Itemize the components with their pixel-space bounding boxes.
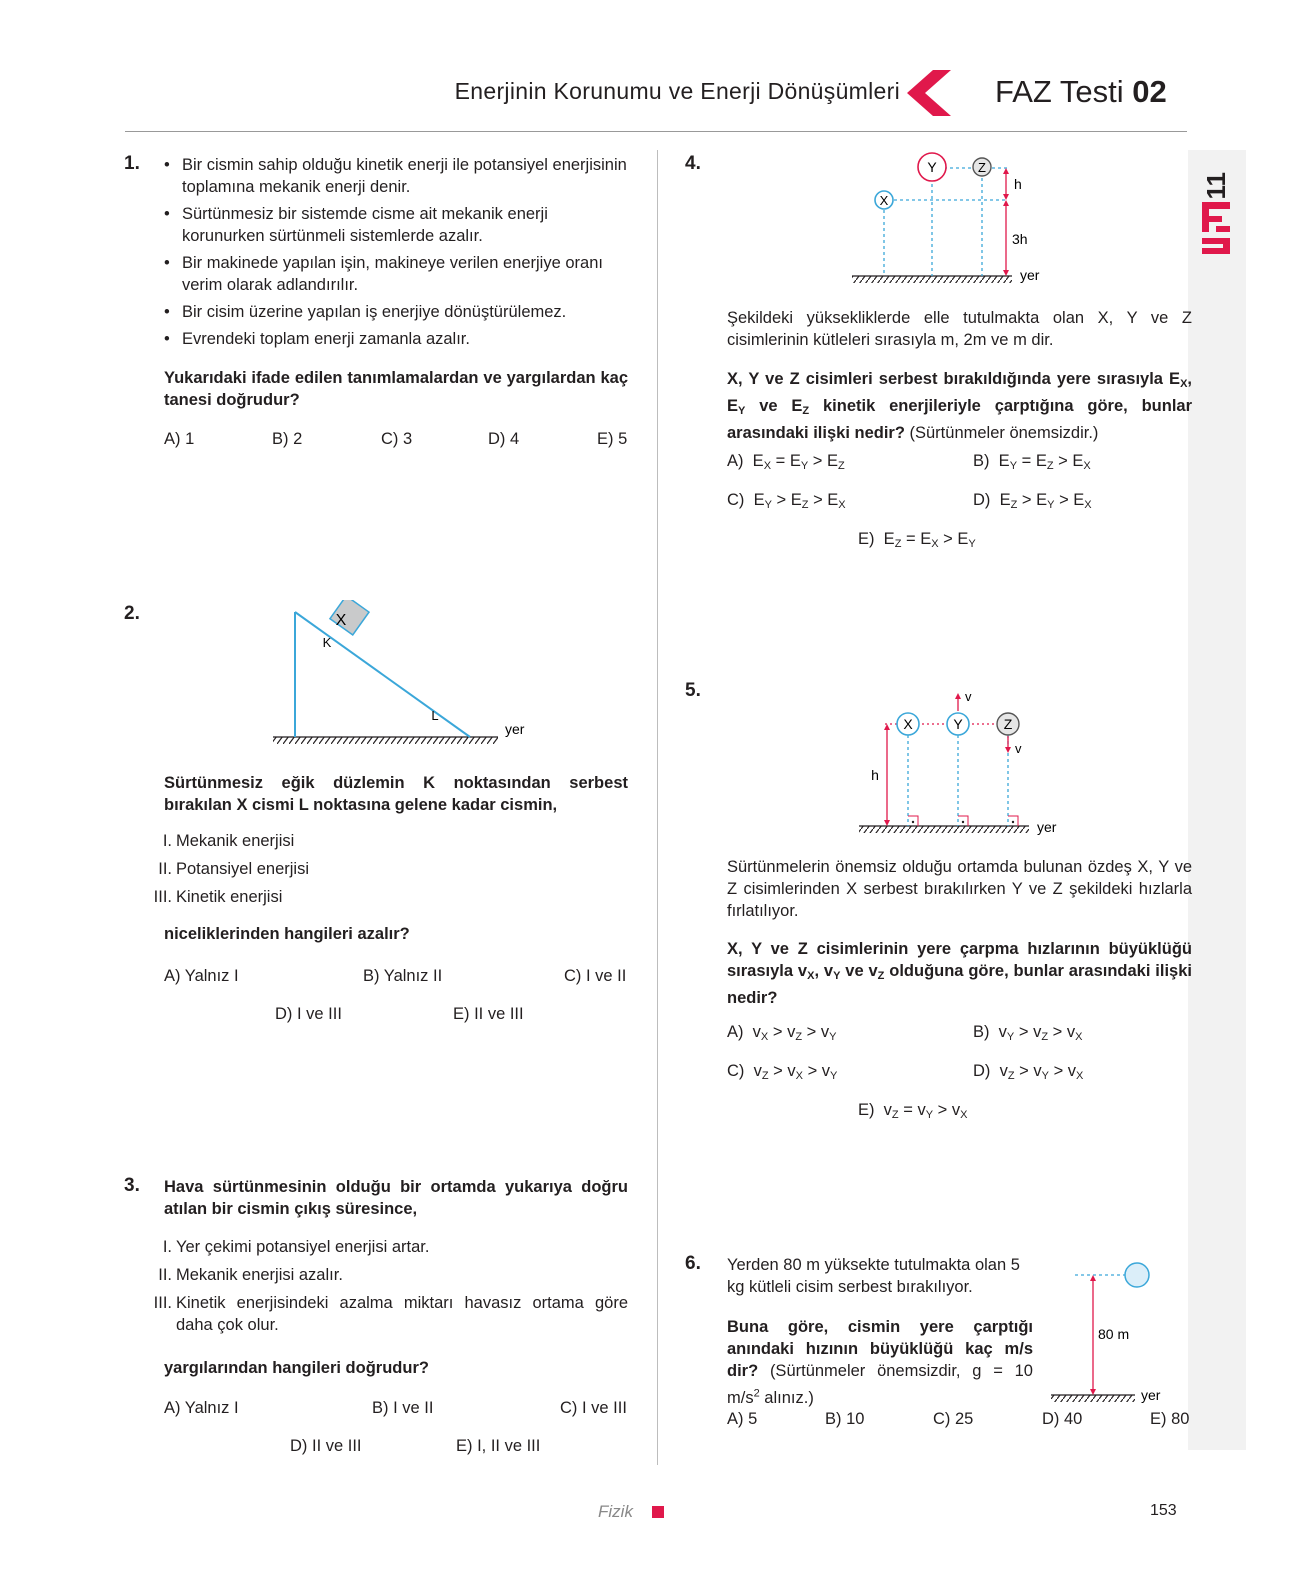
q3-option-e[interactable]: E) I, II ve III: [456, 1437, 541, 1455]
q6-question: Buna göre, cismin yere çarptığı anındaki hızının büyüklüğü kaç m/s dir?: [727, 1318, 1033, 1380]
q2-option-d[interactable]: D) I ve III: [275, 1005, 342, 1023]
q6-option-a[interactable]: A) 5: [727, 1410, 758, 1428]
q5-option-e[interactable]: E) $v_Z = v_Y > v_X$: [858, 1101, 968, 1121]
q4-option-d[interactable]: D) $E_Z > E_Y > E_X$: [973, 491, 1092, 511]
q2-point-k: K: [322, 635, 332, 650]
q2-option-b[interactable]: B) Yalnız II: [363, 967, 443, 985]
q5-velocity-down: v: [1015, 741, 1022, 756]
q6-option-d[interactable]: D) 40: [1042, 1410, 1083, 1428]
q3-prompt: yargılarından hangileri doğrudur?: [164, 1359, 429, 1377]
q3-item: III. Kinetik enerjisindeki azalma miktarı havasız ortama göre daha çok olur.: [153, 1294, 628, 1334]
q5-velocity-up: v: [965, 689, 972, 704]
q6-option-e[interactable]: E) 80: [1150, 1410, 1190, 1428]
side-tag: [1196, 150, 1236, 260]
q5-option-d[interactable]: D) $v_Z > v_Y > v_X$: [973, 1062, 1084, 1082]
q2-point-l: L: [431, 708, 439, 723]
q6-option-b[interactable]: B) 10: [825, 1410, 865, 1428]
q5-option-a[interactable]: A) $v_X > v_Z > v_Y$: [727, 1023, 837, 1043]
q3-question: Hava sürtünmesinin olduğu bir ortamda yukarıya doğru atılan bir cismin çıkış süresince,: [164, 1178, 628, 1218]
q1-option-e[interactable]: E) 5: [597, 430, 628, 448]
q5-throw-figure: [855, 685, 1075, 845]
q4-option-c[interactable]: C) $E_Y > E_Z > E_X$: [727, 491, 846, 511]
q4-height-h: h: [1014, 176, 1022, 192]
q2-items: [146, 830, 626, 914]
q1-bullet: • Bir cisim üzerine yapılan iş enerjiye dönüştürülemez.: [164, 301, 628, 323]
q2-item: I. Mekanik enerjisi: [162, 832, 295, 850]
q1-option-c[interactable]: C) 3: [381, 430, 413, 448]
q3-item: I. Yer çekimi potansiyel enerjisi artar.: [162, 1238, 430, 1256]
q1-question: Yukarıdaki ifade edilen tanımlamalardan ve yargılardan kaç tanesi doğrudur?: [164, 369, 628, 409]
q1-statements: [164, 154, 628, 355]
q6-note: (Sürtünmeler önemsizdir, g = 10 $m/s^2$ alınız.): [727, 1362, 1033, 1407]
footer-subject: Fizik: [598, 1502, 633, 1521]
q6-text: Yerden 80 m yüksekte tutulmakta olan 5 kg kütleli cisim serbest bırakılıyor.: [727, 1256, 1020, 1296]
q1-bullet: • Sürtünmesiz bir sistemde cisme ait mekanik enerji korunurken sürtünmeli sistemlerde azalır.: [164, 203, 628, 247]
q3-item: II. Mekanik enerjisi azalır.: [158, 1266, 343, 1284]
q6-height-label: 80 m: [1098, 1326, 1130, 1342]
q6-option-c[interactable]: C) 25: [933, 1410, 974, 1428]
q4-question-note: (Sürtünmeler önemsizdir.): [904, 424, 1099, 442]
q5-option-b[interactable]: B) $v_Y > v_Z > v_X$: [973, 1023, 1083, 1043]
q3-option-b[interactable]: B) I ve II: [372, 1399, 434, 1417]
q4-label-z: Z: [978, 160, 986, 175]
q4-height-3h: 3h: [1012, 231, 1028, 247]
q4-question-block: [727, 368, 1192, 444]
q4-label-x: X: [879, 193, 889, 208]
q2-block-label: X: [335, 612, 347, 629]
footer-square-icon: [652, 1506, 664, 1518]
q3-number: 3.: [124, 1175, 140, 1196]
q3-option-c[interactable]: C) I ve III: [560, 1399, 627, 1417]
q4-option-b[interactable]: B) $E_Y = E_Z > E_X$: [973, 452, 1091, 472]
q6-number: 6.: [685, 1253, 701, 1274]
q2-number: 2.: [124, 603, 140, 624]
test-number: 02: [1132, 74, 1167, 109]
q4-option-a[interactable]: A) $E_X = E_Y > E_Z$: [727, 452, 845, 472]
q1-bullet: • Bir cismin sahip olduğu kinetik enerji ile potansiyel enerjisinin toplamına mekanik enerji denir.: [164, 154, 628, 198]
q2-item: III. Kinetik enerjisi: [153, 888, 283, 906]
q1-bullet: • Evrendeki toplam enerji zamanla azalır.: [164, 328, 628, 350]
q5-question: X, Y ve Z cisimlerinin yere çarpma hızlarının büyüklüğü sırasıyla $v_X$, $v_Y$ ve $v_Z$ olduğuna göre, bunlar arasındaki ilişki nedir?: [727, 940, 1192, 1007]
q4-text: Şekildeki yüksekliklerde elle tutulmakta olan X, Y ve Z cisimlerinin kütleleri sırasıyla m, 2m ve m dir.: [727, 309, 1192, 349]
header-divider: [125, 131, 1187, 132]
q2-ground-label: yer: [505, 721, 525, 737]
q2-option-e[interactable]: E) II ve III: [453, 1005, 524, 1023]
side-band: [1188, 150, 1246, 1450]
q5-number: 5.: [685, 680, 701, 701]
q1-option-b[interactable]: B) 2: [272, 430, 303, 448]
q2-prompt: niceliklerinden hangileri azalır?: [164, 925, 410, 943]
q6-question-block: [727, 1316, 1033, 1409]
q2-option-c[interactable]: C) I ve II: [564, 967, 627, 985]
q5-label-z: Z: [1003, 716, 1013, 732]
q2-option-a[interactable]: A) Yalnız I: [164, 967, 239, 985]
q2-question: Sürtünmesiz eğik düzlemin K noktasından serbest bırakılan X cismi L noktasına gelene kadar cismin,: [164, 774, 628, 814]
q4-ground-label: yer: [1020, 267, 1040, 283]
side-tag-number: 11: [1201, 172, 1231, 200]
q4-number: 4.: [685, 153, 701, 174]
side-logo-icon: [1202, 202, 1230, 254]
page-number: 153: [1150, 1502, 1177, 1519]
q1-option-d[interactable]: D) 4: [488, 430, 520, 448]
q4-question: X, Y ve Z cisimleri serbest bırakıldığında yere sırasıyla $E_X$, $E_Y$ ve $E_Z$ kinetik enerjileriyle çarptığına göre, bunlar arasındaki ilişki nedir?: [727, 370, 1192, 442]
q2-item: II. Potansiyel enerjisi: [158, 860, 309, 878]
chevron-left-icon: [905, 70, 955, 116]
q5-ground-label: yer: [1037, 819, 1057, 835]
q4-option-e[interactable]: E) $E_Z = E_X > E_Y$: [858, 530, 976, 550]
test-title: FAZ Testi 02: [995, 74, 1167, 109]
q5-label-x: X: [903, 716, 913, 732]
q1-number: 1.: [124, 153, 140, 174]
q1-option-a[interactable]: A) 1: [164, 430, 195, 448]
q3-items: [146, 1236, 628, 1342]
q5-label-y: Y: [953, 716, 963, 732]
q3-option-a[interactable]: A) Yalnız I: [164, 1399, 239, 1417]
q5-text: Sürtünmelerin önemsiz olduğu ortamda bulunan özdeş X, Y ve Z cisimlerinden X serbest bırakılırken Y ve Z şekildeki hızlarla fırlatılıyor.: [727, 858, 1192, 920]
q1-bullet: • Bir makinede yapılan işin, makineye verilen enerjiye oranı verim olarak adlandırılır.: [164, 252, 628, 296]
chapter-title: Enerjinin Korunumu ve Enerji Dönüşümleri: [454, 78, 900, 104]
q6-drop-figure: [1045, 1255, 1195, 1415]
q6-ground-label: yer: [1141, 1387, 1161, 1403]
q3-option-d[interactable]: D) II ve III: [290, 1437, 362, 1455]
q5-option-c[interactable]: C) $v_Z > v_X > v_Y$: [727, 1062, 838, 1082]
q2-incline-figure: [265, 600, 535, 750]
column-divider: [657, 150, 658, 1465]
q4-heights-figure: [850, 152, 1080, 292]
q5-height-h: h: [871, 767, 879, 783]
q4-label-y: Y: [927, 159, 937, 175]
